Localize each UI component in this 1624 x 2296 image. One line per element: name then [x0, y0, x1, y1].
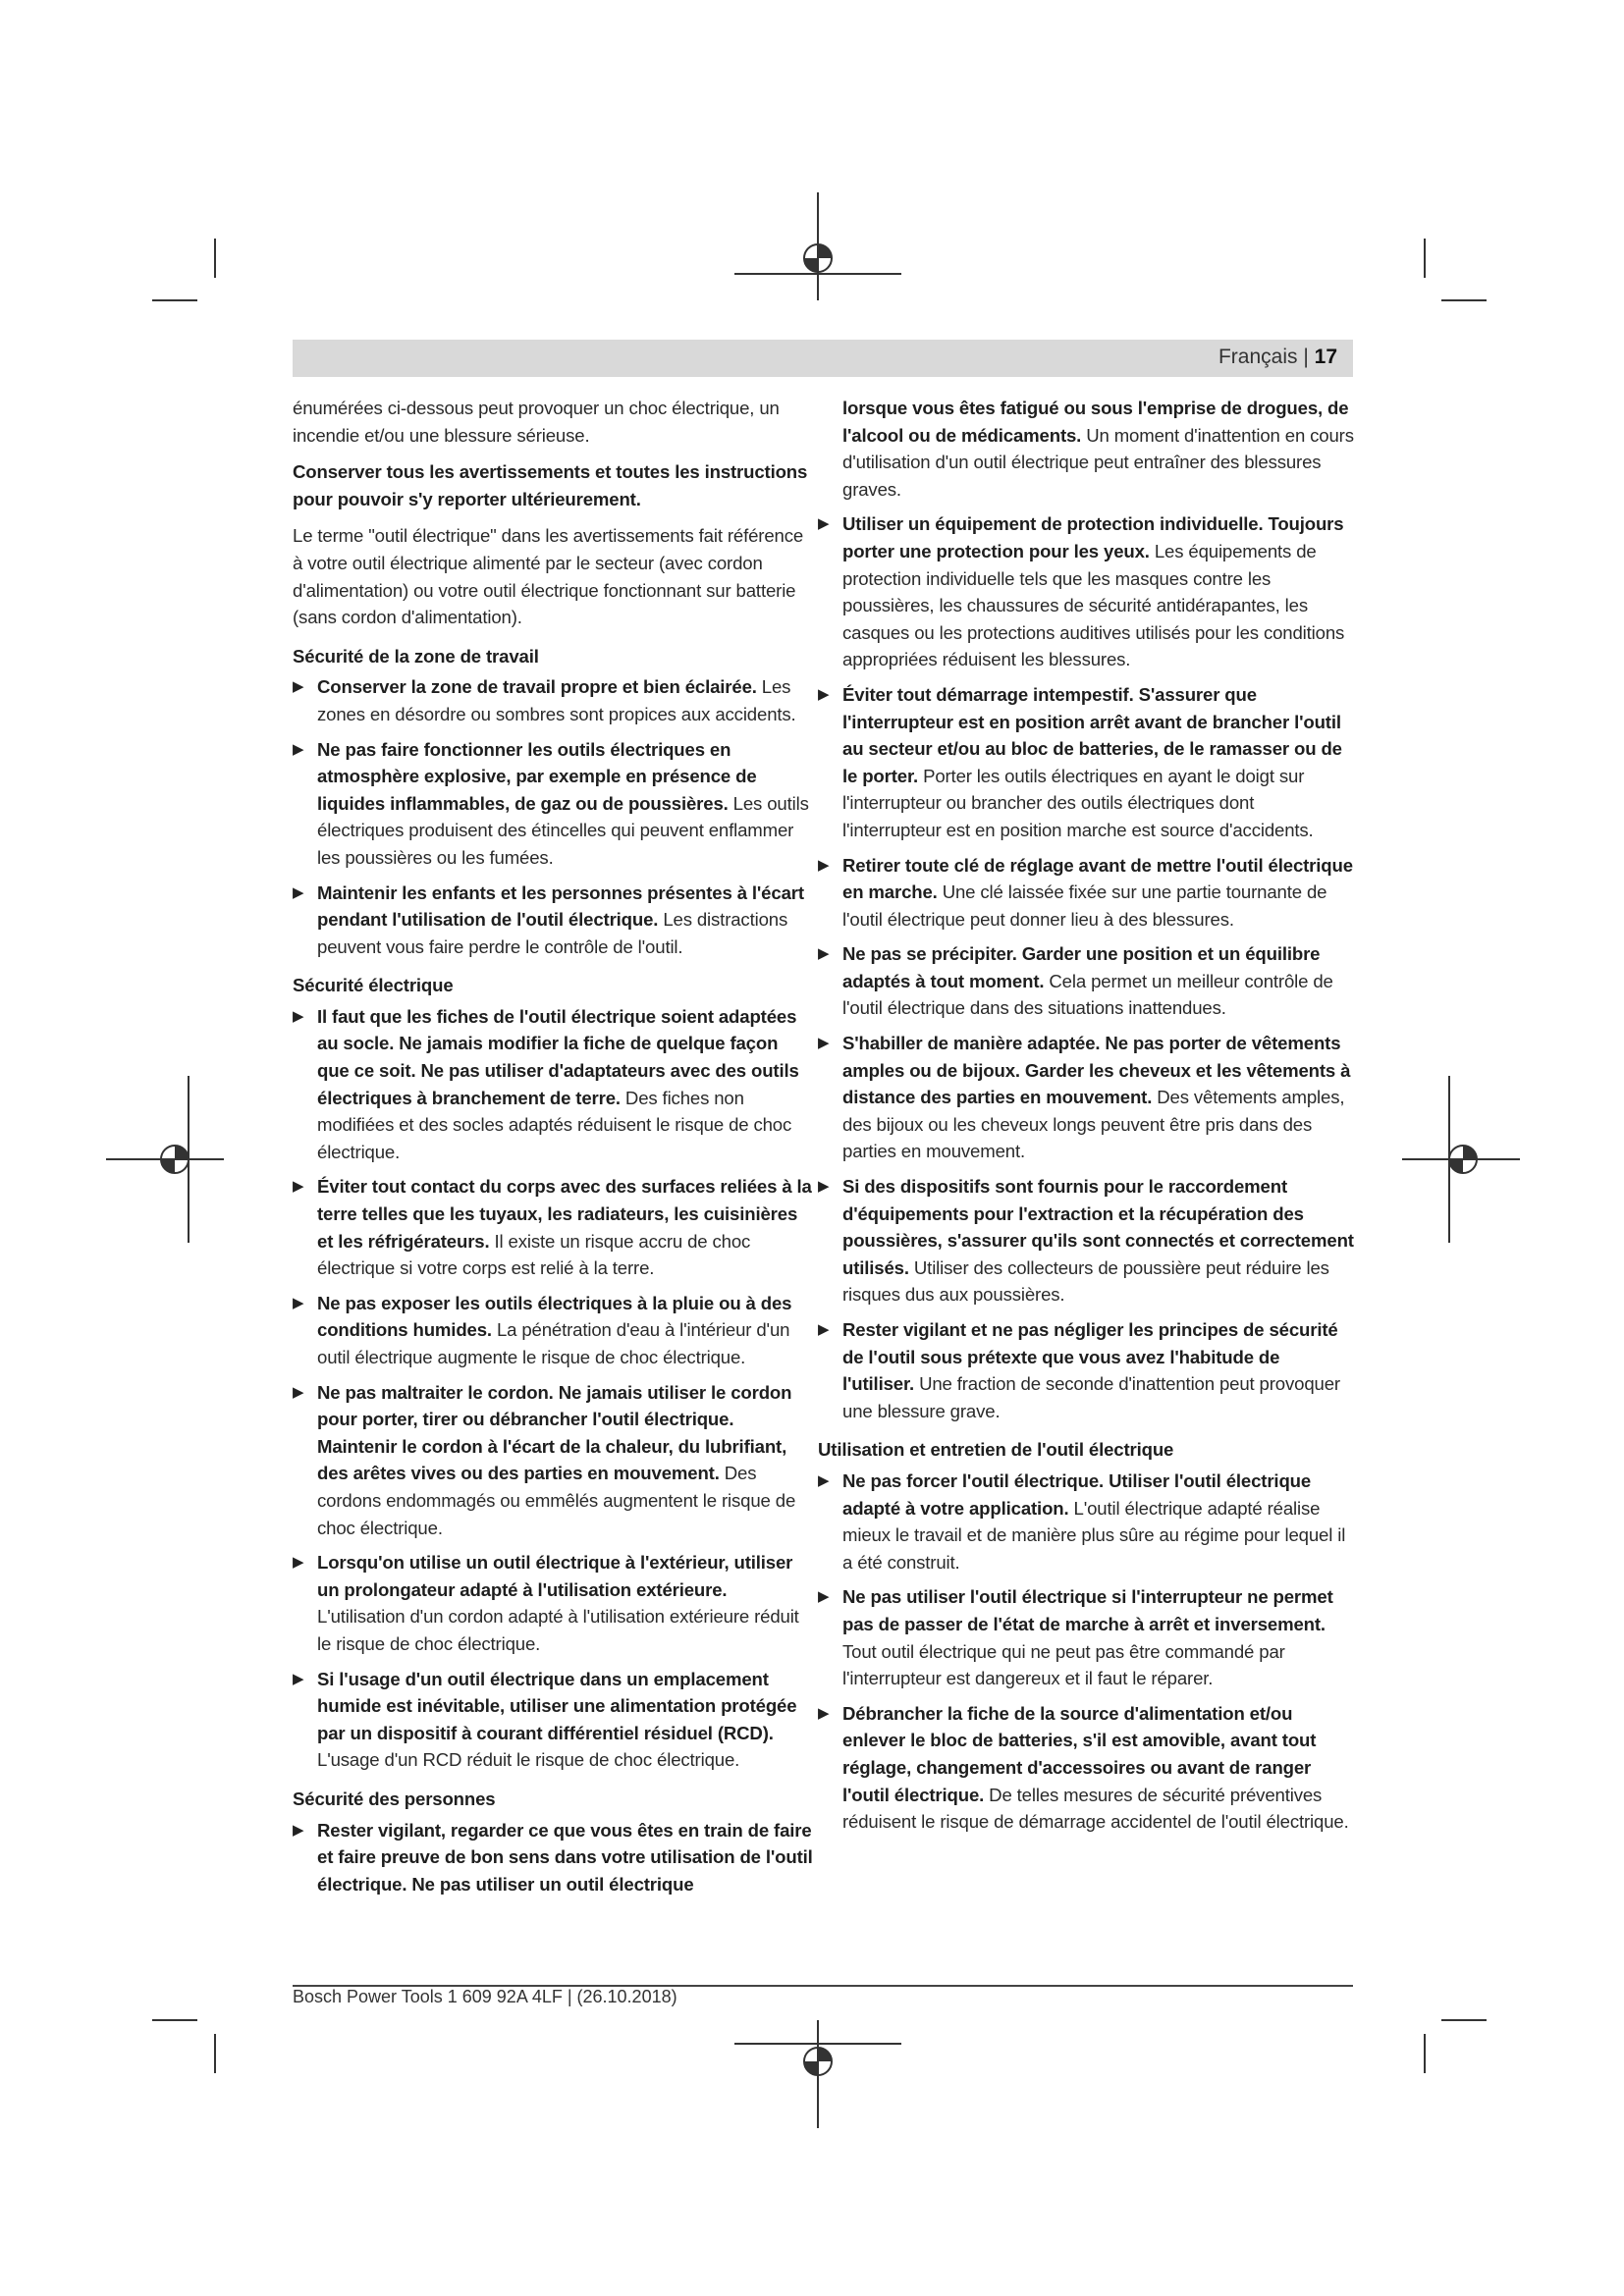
bullet-arrow-icon: ▶: [293, 1821, 304, 1839]
registration-mark-icon: [1402, 1076, 1520, 1243]
list-item: ▶ Ne pas forcer l'outil électrique. Utiliser l'outil électrique adapté à votre application. L'outil électrique adapté réalise mieux le travail et de manière plus sûre au régime pour lequel il a été construit.: [818, 1468, 1355, 1575]
list-item: ▶ Rester vigilant et ne pas négliger les principes de sécurité de l'outil sous prétexte que vous avez l'habitude de l'utiliser. Une fraction de seconde d'inattention peut provoquer une blessure grave.: [818, 1316, 1355, 1424]
bullet-arrow-icon: ▶: [818, 856, 830, 874]
crop-mark: [152, 299, 197, 301]
list-item: ▶ Rester vigilant, regarder ce que vous êtes en train de faire et faire preuve de bon sens dans votre utilisation de l'outil électrique. Ne pas utiliser un outil électrique: [293, 1817, 813, 1898]
bullet-arrow-icon: ▶: [293, 1178, 304, 1196]
list-item: ▶ Ne pas utiliser l'outil électrique si l'interrupteur ne permet pas de passer de l'état de marche à arrêt et inversement. Tout outil électrique qui ne peut pas être commandé par l'interrupteur est dangereux et il faut le réparer.: [818, 1583, 1355, 1691]
crop-mark: [214, 239, 216, 278]
list-item: ▶ Il faut que les fiches de l'outil électrique soient adaptées au socle. Ne jamais modifier la fiche de quelque façon que ce soit. Ne pas utiliser d'adaptateurs avec des outils électriques à branchement de terre. Des fiches non modifiées et des socles adaptés réduisent le risque de choc électrique.: [293, 1003, 813, 1166]
list-item: ▶ Ne pas exposer les outils électriques à la pluie ou à des conditions humides. La pénétration d'eau à l'intérieur d'un outil électrique augmente le risque de choc électrique.: [293, 1290, 813, 1371]
bullet-arrow-icon: ▶: [818, 1471, 830, 1489]
bullet-arrow-icon: ▶: [818, 945, 830, 963]
list-item: ▶ Conserver la zone de travail propre et bien éclairée. Les zones en désordre ou sombres sont propices aux accidents.: [293, 673, 813, 727]
section-heading-work-area: Sécurité de la zone de travail: [293, 645, 539, 667]
intro-paragraph: énumérées ci-dessous peut provoquer un choc électrique, un incendie et/ou une blessure sérieuse.: [293, 398, 780, 446]
bullet-arrow-icon: ▶: [293, 1294, 304, 1311]
bullet-arrow-icon: ▶: [293, 678, 304, 696]
crop-mark: [1424, 2034, 1426, 2073]
section-heading-personal: Sécurité des personnes: [293, 1788, 496, 1809]
header-separator: |: [1297, 346, 1315, 368]
list-item: ▶ Éviter tout démarrage intempestif. S'assurer que l'interrupteur est en position arrêt avant de brancher l'outil au secteur et/ou au bloc de batteries, de le ramasser ou de le porter. Porter les outils électriques en ayant le doigt sur l'interrupteur ou brancher des outils électriques dont l'interrupteur est en position marche est source d'accidents.: [818, 681, 1355, 844]
bullet-arrow-icon: ▶: [818, 1704, 830, 1722]
bullet-arrow-icon: ▶: [293, 883, 304, 901]
bullet-arrow-icon: ▶: [818, 685, 830, 703]
header-language: Français: [1218, 346, 1298, 368]
crop-mark: [1424, 239, 1426, 278]
list-item: ▶ Éviter tout contact du corps avec des surfaces reliées à la terre telles que les tuyaux, les radiateurs, les cuisinières et les réfrigérateurs. Il existe un risque accru de choc électrique si votre corps est relié à la terre.: [293, 1173, 813, 1281]
bullet-arrow-icon: ▶: [818, 515, 830, 533]
crop-mark: [214, 2034, 216, 2073]
list-item: ▶ Débrancher la fiche de la source d'alimentation et/ou enlever le bloc de batteries, s'il est amovible, avant tout réglage, changement d'accessoires ou avant de ranger l'outil électrique. De telles mesures de sécurité préventives réduisent le risque de démarrage accidentel de l'outil électrique.: [818, 1700, 1355, 1836]
continuation-paragraph: lorsque vous êtes fatigué ou sous l'emprise de drogues, de l'alcool ou de médicaments. Un moment d'inattention en cours d'utilisation d'un outil électrique peut entraîner des blessures graves.: [842, 398, 1354, 500]
list-item: ▶ Ne pas maltraiter le cordon. Ne jamais utiliser le cordon pour porter, tirer ou débrancher l'outil électrique. Maintenir le cordon à l'écart de la chaleur, du lubrifiant, des arêtes vives ou des parties en mouvement. Des cordons endommagés ou emmêlés augmentent le risque de choc électrique.: [293, 1379, 813, 1542]
bullet-arrow-icon: ▶: [818, 1588, 830, 1606]
bullet-arrow-icon: ▶: [293, 1554, 304, 1572]
registration-mark-icon: [734, 192, 901, 300]
list-item: ▶ S'habiller de manière adaptée. Ne pas porter de vêtements amples ou de bijoux. Garder les cheveux et les vêtements à distance des parties en mouvement. Des vêtements amples, des bijoux ou les cheveux longs peuvent être pris dans des parties en mouvement.: [818, 1030, 1355, 1165]
list-item: ▶ Si des dispositifs sont fournis pour le raccordement d'équipements pour l'extraction et la récupération des poussières, s'assurer qu'ils sont connectés et correctement utilisés. Utiliser des collecteurs de poussière peut réduire les risques dus aux poussières.: [818, 1173, 1355, 1308]
list-item: ▶ Lorsqu'on utilise un outil électrique à l'extérieur, utiliser un prolongateur adapté à l'utilisation extérieure. L'utilisation d'un cordon adapté à l'utilisation extérieure réduit le risque de choc électrique.: [293, 1549, 813, 1657]
page-header: [293, 340, 1353, 377]
crop-mark: [152, 2019, 197, 2021]
list-item: ▶ Retirer toute clé de réglage avant de mettre l'outil électrique en marche. Une clé laissée fixée sur une partie tournante de l'outil électrique peut donner lieu à des blessures.: [818, 852, 1355, 934]
registration-mark-icon: [106, 1076, 224, 1243]
definition-paragraph: Le terme "outil électrique" dans les avertissements fait référence à votre outil électrique alimenté par le secteur (avec cordon d'alimentation) ou votre outil électrique fonctionnant sur batterie (sans cordon d'alimentation).: [293, 525, 804, 628]
left-column: [293, 395, 813, 1897]
bullet-arrow-icon: ▶: [818, 1178, 830, 1196]
section-heading-electrical: Sécurité électrique: [293, 975, 454, 996]
crop-mark: [1441, 2019, 1487, 2021]
bullet-arrow-icon: ▶: [818, 1321, 830, 1338]
keep-instructions: Conserver tous les avertissements et toutes les instructions pour pouvoir s'y reporter ultérieurement.: [293, 461, 808, 509]
header-text: [1218, 346, 1337, 369]
bullet-arrow-icon: ▶: [293, 740, 304, 758]
page-footer: Bosch Power Tools 1 609 92A 4LF | (26.10.2018): [293, 1987, 677, 2006]
bullet-arrow-icon: ▶: [293, 1007, 304, 1025]
list-item: ▶ Ne pas se précipiter. Garder une position et un équilibre adaptés à tout moment. Cela permet un meilleur contrôle de l'outil électrique dans des situations inattendues.: [818, 940, 1355, 1022]
section-heading-use: Utilisation et entretien de l'outil électrique: [818, 1439, 1174, 1461]
list-item: ▶ Si l'usage d'un outil électrique dans un emplacement humide est inévitable, utiliser une alimentation protégée par un dispositif à courant différentiel résiduel (RCD). L'usage d'un RCD réduit le risque de choc électrique.: [293, 1666, 813, 1774]
list-item: ▶ Maintenir les enfants et les personnes présentes à l'écart pendant l'utilisation de l'outil électrique. Les distractions peuvent vous faire perdre le contrôle de l'outil.: [293, 880, 813, 961]
bullet-arrow-icon: ▶: [818, 1035, 830, 1052]
list-item: ▶ Ne pas faire fonctionner les outils électriques en atmosphère explosive, par exemple en présence de liquides inflammables, de gaz ou de poussières. Les outils électriques produisent des étincelles qui peuvent enflammer les poussières ou les fumées.: [293, 736, 813, 872]
registration-mark-icon: [734, 2020, 901, 2128]
right-column: [818, 395, 1355, 1836]
bullet-arrow-icon: ▶: [293, 1383, 304, 1401]
crop-mark: [1441, 299, 1487, 301]
bullet-arrow-icon: ▶: [293, 1670, 304, 1687]
page-number: 17: [1314, 346, 1337, 368]
list-item: ▶ Utiliser un équipement de protection individuelle. Toujours porter une protection pour les yeux. Les équipements de protection individuelle tels que les masques contre les poussières, les chaussures de sécurité antidérapantes, les casques ou les protections auditives utilisés pour les conditions appropriées réduisent les blessures.: [818, 510, 1355, 673]
